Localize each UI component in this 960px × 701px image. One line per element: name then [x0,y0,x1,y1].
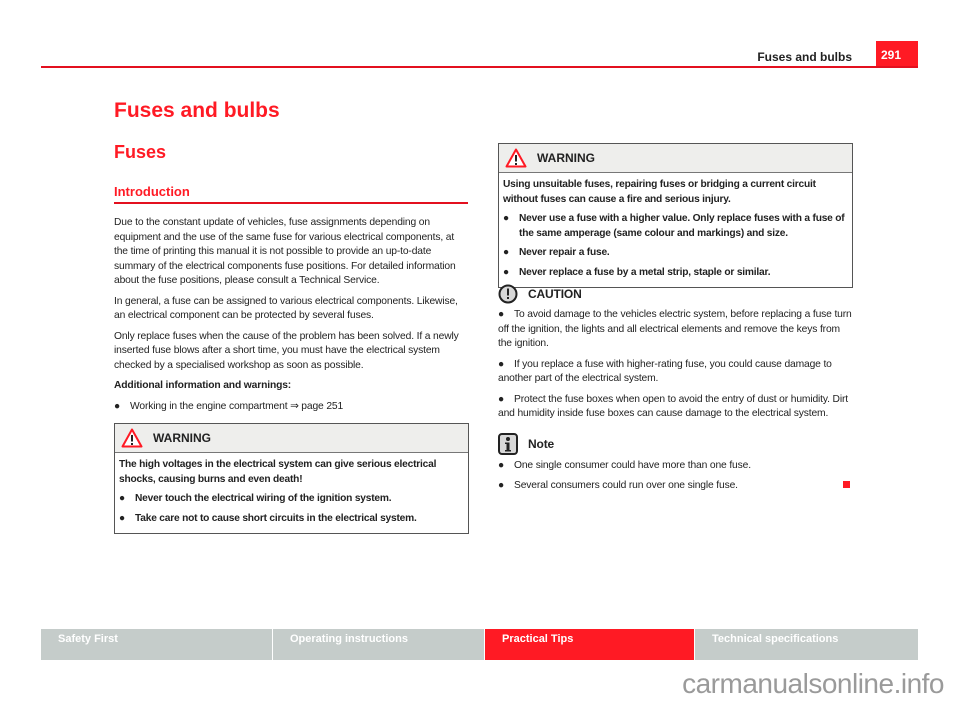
list-item: ● Working in the engine compartment ⇒ page 251 [114,400,470,415]
footer-tab-technical-specifications[interactable]: Technical specifications [695,629,918,660]
section-heading: Introduction [114,184,190,199]
list-item: ● Never use a fuse with a higher value. Only replace fuses with a fuse of the same amperage (same colour and markings) and size. [503,213,845,239]
caution-title: CAUTION [528,286,582,301]
list-item: ● Never touch the electrical wiring of the ignition system. [119,493,392,504]
section-divider [114,202,468,204]
warning-title: WARNING [537,151,595,165]
footer-tab-practical-tips[interactable]: Practical Tips [485,629,694,660]
intro-paragraph: In general, a fuse can be assigned to various electrical components. Likewise, an electrical component can be protected by several fuses. [114,295,458,321]
warning-title: WARNING [153,431,211,445]
list-item: ● To avoid damage to the vehicles electric system, before replacing a fuse turn off the ignition, the lights and all electrical elements and remove the keys from the ignition. [498,309,852,349]
list-item: ● Never replace a fuse by a metal strip, staple or similar. [503,266,771,278]
watermark: carmanualsonline.info [682,668,944,699]
footer-tab-safety-first[interactable]: Safety First [41,629,272,660]
list-item: ● If you replace a fuse with higher-rating fuse, you could cause damage to another part of the electrical system. [498,358,832,384]
footer-tab-operating-instructions[interactable]: Operating instructions [273,629,484,660]
list-item: ● Protect the fuse boxes when open to avoid the entry of dust or humidity. Dirt and humidity inside fuse boxes can cause damage to the electrical system. [498,393,848,419]
caution-section [498,284,854,428]
warning-triangle-icon [121,428,143,448]
header-divider [41,66,918,68]
note-title: Note [528,436,555,451]
note-section [498,433,854,498]
warning-box-electrical [114,423,469,534]
caution-exclamation-icon [498,284,518,304]
list-item: ● Never repair a fuse. [503,247,610,258]
warning-text: Using unsuitable fuses, repairing fuses or bridging a current circuit without fuses can cause a fire and serious injury. [503,179,816,205]
running-header: Fuses and bulbs [757,50,852,64]
end-of-section-marker [843,481,850,488]
warning-box-fuses [498,143,853,288]
page-number: 291 [876,41,918,67]
list-item: ● Several consumers could run over one single fuse. [498,479,738,491]
cross-reference-link[interactable]: Working in the engine compartment ⇒ page 251 [130,400,344,412]
warning-triangle-icon [505,148,527,168]
additional-heading: Additional information and warnings: [114,380,292,391]
list-item: ● One single consumer could have more than one fuse. [498,460,751,471]
warning-header [499,144,852,173]
info-note-icon [498,433,518,455]
page-title: Fuses and bulbs [114,99,280,122]
intro-paragraph: Due to the constant update of vehicles, fuse assignments depending on equipment and the use of the same fuse for various electrical components, at the time of printing this manual it is not possible to provide an up-to-date summary of the electrical components fuse positions. For detailed information about the fuse positions, please consult a Technical Service. [114,217,456,286]
list-item: ● Take care not to cause short circuits in the electrical system. [119,512,417,524]
intro-paragraph: Only replace fuses when the cause of the problem has been solved. If a newly inserted fuse blows after a short time, you must have the electrical system checked by a specialised workshop as soon as possible. [114,330,459,371]
warning-text: The high voltages in the electrical system can give serious electrical shocks, causing burns and even death! [119,459,437,485]
left-column [114,216,470,419]
page-subtitle: Fuses [114,142,167,162]
warning-header [115,424,468,453]
